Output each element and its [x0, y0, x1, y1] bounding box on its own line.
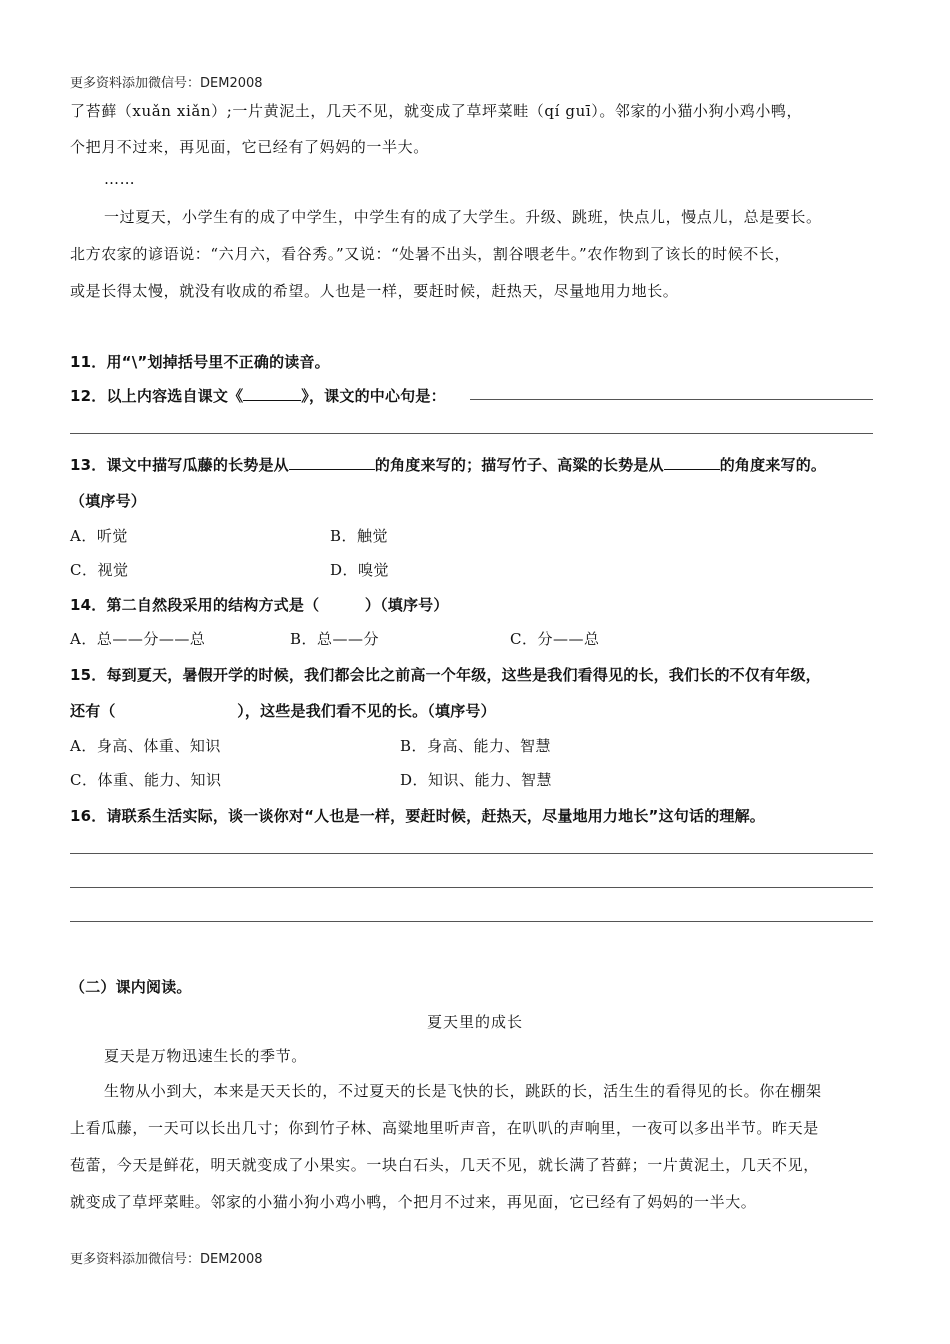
passage-line: 或是长得太慢，就没有收成的希望。人也是一样，要赶时候，赶热天，尽量地用力地长。 — [70, 282, 679, 300]
passage-ellipsis: …… — [104, 170, 136, 188]
question-12-text: 12．以上内容选自课文《 — [70, 387, 244, 405]
passage-line: 个把月不过来，再见面，它已经有了妈妈的一半大。 — [70, 138, 429, 156]
answer-blank[interactable] — [664, 455, 720, 470]
question-13-note: （填序号） — [70, 492, 147, 510]
passage-line: 北方农家的谚语说：“六月六，看谷秀。”又说：“处暑不出头，割谷喂老牛。”农作物到了该长的时候不长， — [70, 245, 791, 263]
option-a[interactable]: A．总——分——总 — [70, 630, 206, 648]
question-13-text: 的角度来写的；描写竹子、高粱的长势是从 — [374, 456, 664, 474]
question-13 — [70, 454, 826, 475]
header-note: 更多资料添加微信号：DEM2008 — [70, 76, 263, 91]
article-title: 夏天里的成长 — [426, 1013, 523, 1031]
section-heading: （二）课内阅读。 — [70, 978, 192, 996]
option-c[interactable]: C．分——总 — [510, 630, 600, 648]
answer-blank[interactable] — [243, 386, 301, 401]
question-13-text: 13．课文中描写瓜藤的长势是从 — [70, 456, 289, 474]
question-11: 11．用“\”划掉括号里不正确的读音。 — [70, 353, 330, 371]
answer-line[interactable] — [70, 887, 873, 888]
answer-line[interactable] — [70, 921, 873, 922]
option-d[interactable]: D．嗅觉 — [330, 561, 390, 579]
passage-line: 了苔藓（xuǎn xiǎn）;一片黄泥土，几天不见，就变成了草坪菜畦（qí guī）。邻家的小猫小狗小鸡小鸭， — [70, 102, 803, 120]
option-c[interactable]: C．体重、能力、知识 — [70, 771, 222, 789]
question-12 — [70, 385, 446, 406]
answer-line[interactable] — [70, 853, 873, 854]
article-line: 上看瓜藤，一天可以长出几寸；你到竹子林、高粱地里听声音，在叭叭的声响里，一夜可以多出半节。昨天是 — [70, 1119, 819, 1137]
option-b[interactable]: B．身高、能力、智慧 — [400, 737, 552, 755]
option-b[interactable]: B．触觉 — [330, 527, 389, 545]
option-b[interactable]: B．总——分 — [290, 630, 380, 648]
footer-note: 更多资料添加微信号：DEM2008 — [70, 1252, 263, 1267]
article-line: 苞蕾，今天是鲜花，明天就变成了小果实。一块白石头，几天不见，就长满了苔藓；一片黄泥土，几天不见， — [70, 1156, 819, 1174]
question-16: 16．请联系生活实际，谈一谈你对“人也是一样，要赶时候，赶热天，尽量地用力地长”这句话的理解。 — [70, 807, 765, 825]
answer-line[interactable] — [70, 433, 873, 434]
option-a[interactable]: A．身高、体重、知识 — [70, 737, 221, 755]
question-14: 14．第二自然段采用的结构方式是（ ）（填序号） — [70, 596, 449, 614]
article-paragraph: 夏天是万物迅速生长的季节。 — [104, 1047, 307, 1065]
option-a[interactable]: A．听觉 — [70, 527, 128, 545]
question-13-text: 的角度来写的。 — [719, 456, 827, 474]
article-line: 生物从小到大，本来是天天长的，不过夏天的长是飞快的长，跳跃的长，活生生的看得见的长。你在棚架 — [104, 1082, 822, 1100]
answer-line[interactable] — [470, 399, 873, 400]
question-15-cont: 还有（ ），这些是我们看不见的长。（填序号） — [70, 702, 496, 720]
question-12-text: 》，课文的中心句是： — [301, 387, 446, 405]
option-c[interactable]: C．视觉 — [70, 561, 129, 579]
option-d[interactable]: D．知识、能力、智慧 — [400, 771, 553, 789]
answer-blank[interactable] — [289, 455, 375, 470]
article-line: 就变成了草坪菜畦。邻家的小猫小狗小鸡小鸭，个把月不过来，再见面，它已经有了妈妈的一半大。 — [70, 1193, 757, 1211]
question-15: 15．每到夏天，暑假开学的时候，我们都会比之前高一个年级，这些是我们看得见的长，我们长的不仅有年级， — [70, 666, 821, 684]
passage-line: 一过夏天，小学生有的成了中学生，中学生有的成了大学生。升级、跳班，快点儿，慢点儿，总是要长。 — [104, 208, 822, 226]
